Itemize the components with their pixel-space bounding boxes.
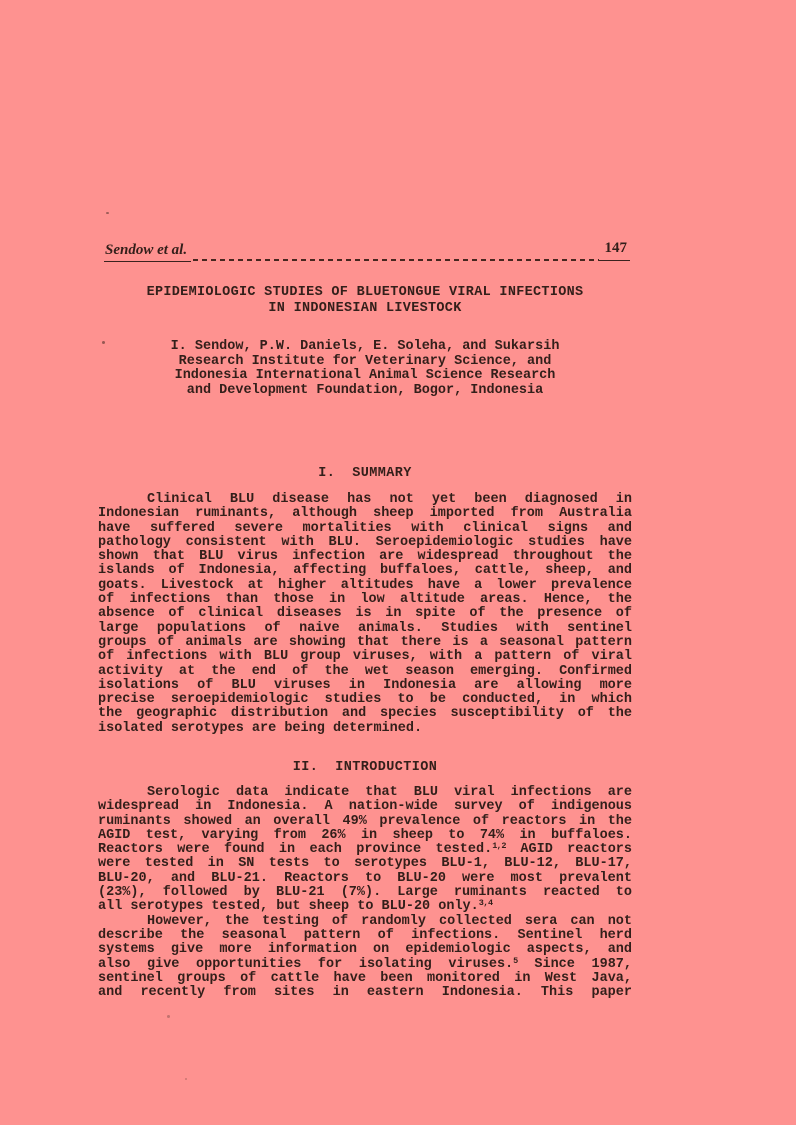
page-number: 147 — [599, 240, 631, 261]
body-line: of infections than those in low altitude areas. Hence, the — [98, 592, 632, 608]
body-line: However, the testing of randomly collected sera can not — [147, 913, 632, 929]
body-line: Clinical BLU disease has not yet been diagnosed in — [147, 492, 632, 507]
body-line: pathology consistent with BLU. Seroepidemiologic studies have — [98, 534, 632, 550]
body-line: Indonesian ruminants, although sheep imported from Australia — [98, 506, 632, 522]
body-line: (23%), followed by BLU-21 (7%). Large ruminants reacted to — [98, 885, 632, 901]
body-line: describe the seasonal pattern of infections. Sentinel herd — [98, 927, 632, 943]
reference-superscript: 1,2 — [492, 841, 506, 852]
body-line: AGID test, varying from 26% in sheep to 74% in buffaloes. — [98, 827, 632, 843]
body-line: groups of animals are showing that there is a seasonal pattern — [98, 634, 632, 650]
scan-speck — [167, 1015, 170, 1018]
reference-superscript: 5 — [513, 955, 518, 966]
body-line: BLU-20, and BLU-21. Reactors to BLU-20 were most prevalent — [98, 870, 632, 886]
body-line: isolated serotypes are being determined. — [98, 720, 423, 736]
body-line: of infections with BLU group viruses, with a pattern of viral — [98, 649, 632, 665]
authors-block — [98, 340, 632, 398]
body-line: widespread in Indonesia. A nation-wide survey of indigenous — [98, 799, 632, 815]
body-line: large populations of naive animals. Studies with sentinel — [98, 620, 632, 636]
body-line: were tested in SN tests to serotypes BLU-1, BLU-12, BLU-17, — [98, 856, 632, 872]
section-1-body — [98, 786, 632, 1000]
body-line: all serotypes tested, but sheep to BLU-20 only.$^{3,4}$ — [98, 898, 493, 915]
body-line: sentinel groups of cattle have been monitored in West Java, — [98, 970, 632, 986]
title-line: EPIDEMIOLOGIC STUDIES OF BLUETONGUE VIRAL INFECTIONS — [146, 285, 584, 300]
body-line: islands of Indonesia, affecting buffaloes, cattle, sheep, and — [98, 563, 632, 579]
running-head-author: Sendow et al. — [104, 242, 191, 262]
section-0-body — [98, 493, 632, 736]
reference-superscript: 3,4 — [478, 898, 493, 909]
body-line: Reactors were found in each province tested.$^{1,2}$ AGID reactors — [98, 841, 632, 858]
body-line: isolations of BLU viruses in Indonesia are allowing more — [98, 677, 632, 693]
body-line: activity at the end of the wet season emerging. Confirmed — [98, 663, 632, 679]
affiliation-line: Indonesia International Animal Science Research — [174, 368, 556, 383]
authors-line: I. Sendow, P.W. Daniels, E. Soleha, and Sukarsih — [170, 339, 560, 354]
body-line: shown that BLU virus infection are widespread throughout the — [98, 549, 632, 565]
body-line: Serologic data indicate that BLU viral infections are — [147, 785, 632, 800]
body-line: and recently from sites in eastern Indonesia. This paper — [98, 985, 632, 1001]
body-line: have suffered severe mortalities with clinical signs and — [98, 520, 632, 536]
affiliation-line: and Development Foundation, Bogor, Indonesia — [186, 382, 544, 398]
running-header — [104, 240, 630, 262]
title-line: IN INDONESIAN LIVESTOCK — [268, 300, 462, 316]
section-heading-introduction: II. INTRODUCTION — [292, 760, 438, 775]
scan-speck — [106, 212, 109, 214]
body-line: the geographic distribution and species susceptibility of the — [98, 706, 632, 722]
scan-speck — [185, 1078, 187, 1080]
body-line: systems give more information on epidemiologic aspects, and — [98, 942, 632, 958]
body-line: ruminants showed an overall 49% prevalence of reactors in the — [98, 813, 632, 829]
affiliation-line: Research Institute for Veterinary Science, and — [178, 353, 552, 369]
body-line: precise seroepidemiologic studies to be conducted, in which — [98, 692, 632, 708]
body-line: also give opportunities for isolating viruses.$^5$ Since 1987, — [98, 955, 632, 972]
body-line: absence of clinical diseases is in spite of the presence of — [98, 606, 632, 622]
body-line: goats. Livestock at higher altitudes have a lower prevalence — [98, 577, 632, 593]
header-dashed-rule — [193, 259, 598, 261]
article-title — [98, 285, 632, 316]
section-heading-summary: I. SUMMARY — [318, 466, 412, 481]
